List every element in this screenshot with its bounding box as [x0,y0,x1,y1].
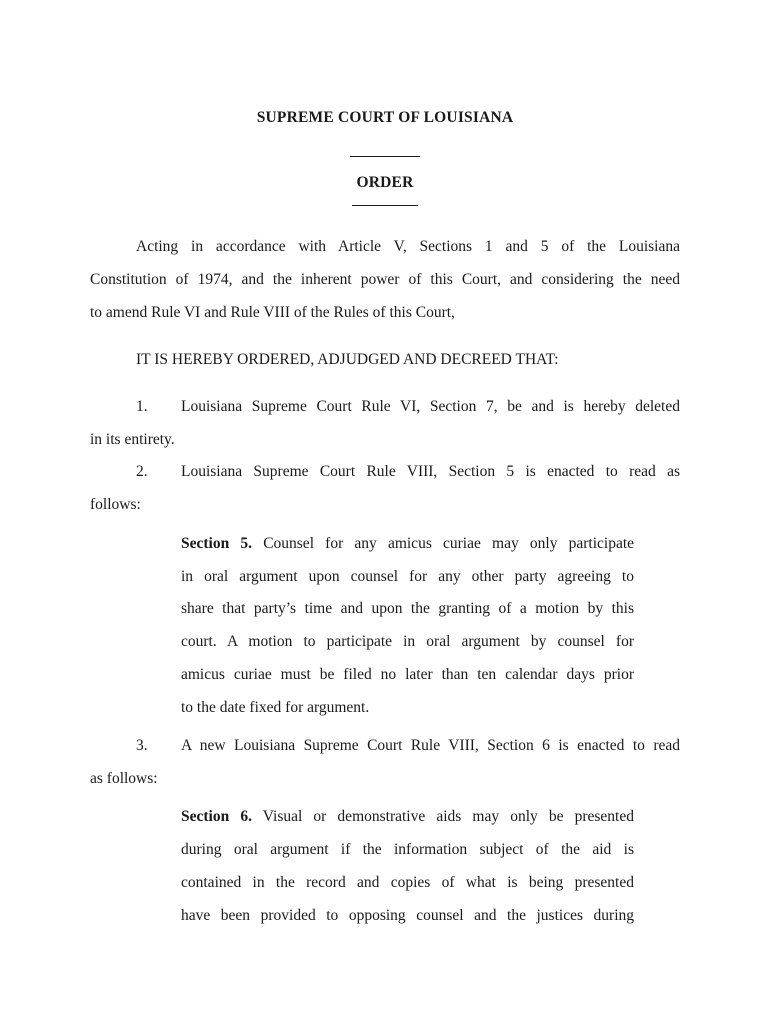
item-number: 3. [136,737,148,754]
intro-line-1: Acting in accordance with Article V, Sections 1 and 5 of the Louisiana [136,238,680,255]
section5-line-1 [181,535,634,553]
item-text-continued: in its entirety. [90,431,175,448]
section6-line-1-text: Visual or demonstrative aids may only be presented [262,808,634,825]
item-text: A new Louisiana Supreme Court Rule VIII, Section 6 is enacted to read [181,737,680,754]
decree-text: IT IS HEREBY ORDERED, ADJUDGED AND DECREED THAT: [136,351,559,368]
section5-line-3: share that party’s time and upon the granting of a motion by this [181,600,634,617]
section5-line-1-text: Counsel for any amicus curiae may only participate [263,535,635,552]
item-text: Louisiana Supreme Court Rule VIII, Section 5 is enacted to read as [181,463,680,480]
item-number: 2. [136,463,148,480]
court-title: SUPREME COURT OF LOUISIANA [256,109,514,126]
section5-heading: Section 5. [181,535,253,552]
section5-line-6: to the date fixed for argument. [181,699,370,716]
section6-line-3: contained in the record and copies of what is being presented [181,874,634,891]
item-text-continued: as follows: [90,770,158,787]
intro-line-3: to amend Rule VI and Rule VIII of the Rules of this Court, [90,304,455,321]
item-text: Louisiana Supreme Court Rule VI, Section 7, be and is hereby deleted [181,398,680,415]
section5-line-4: court. A motion to participate in oral argument by counsel for [181,633,634,650]
section6-line-2: during oral argument if the information subject of the aid is [181,841,634,858]
item-number: 1. [136,398,148,415]
section5-line-2: in oral argument upon counsel for any other party agreeing to [181,568,634,585]
divider-top [350,156,420,157]
intro-line-2: Constitution of 1974, and the inherent power of this Court, and considering the need [90,271,680,288]
section6-heading: Section 6. [181,808,252,825]
section5-line-5: amicus curiae must be filed no later than ten calendar days prior [181,666,634,683]
divider-bottom [352,205,418,206]
section6-line-1 [181,808,634,826]
section6-line-4: have been provided to opposing counsel and the justices during [181,907,634,924]
order-title: ORDER [356,174,414,191]
item-text-continued: follows: [90,496,141,513]
